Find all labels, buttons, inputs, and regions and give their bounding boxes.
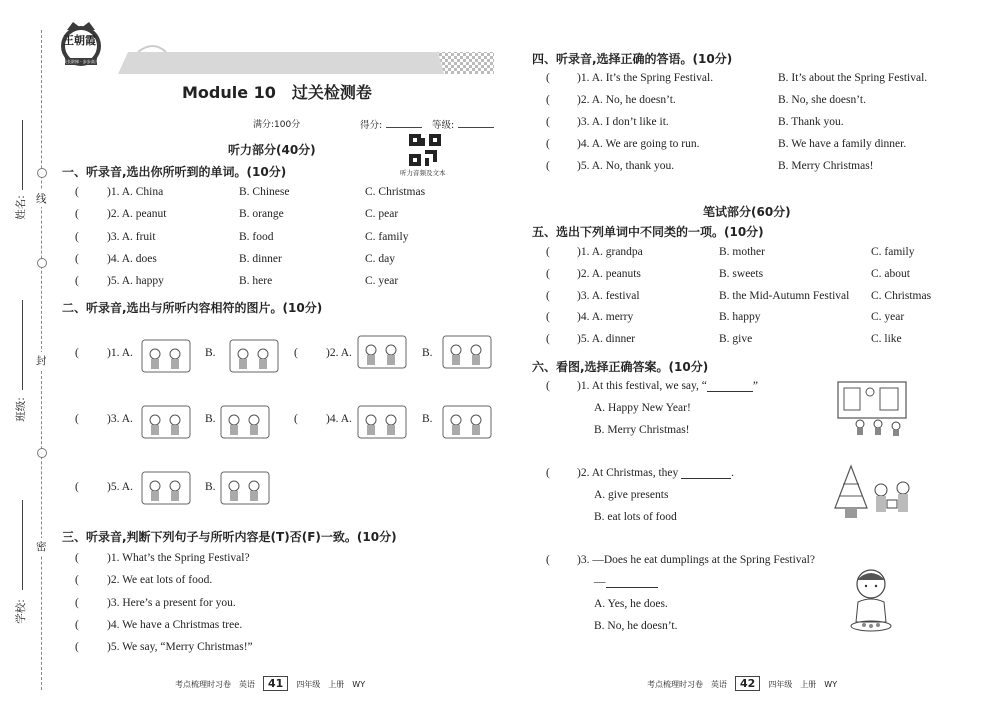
school-label: 学校: <box>14 599 27 624</box>
s5-option-b[interactable]: B. give <box>719 333 753 346</box>
s6-q2-stem: )2. At Christmas, they . <box>577 467 735 479</box>
answer-paren[interactable]: ( <box>75 481 79 493</box>
answer-paren[interactable]: ( <box>546 467 550 479</box>
full-score: 满分:100分 <box>253 120 301 130</box>
s6-q2-option-a[interactable]: A. give presents <box>594 489 669 501</box>
s4-option-a[interactable]: )2. A. No, he doesn’t. <box>577 94 676 106</box>
s1-option-a[interactable]: )5. A. happy <box>107 275 164 288</box>
s6-q3-option-a[interactable]: A. Yes, he does. <box>594 598 668 610</box>
section-4-title: 四、听录音,选择正确的答语。(10分) <box>532 52 733 66</box>
s1-option-b[interactable]: B. Chinese <box>239 186 290 198</box>
binding-mark: 线 <box>36 190 47 207</box>
listening-part-heading: 听力部分(40分) <box>228 143 316 157</box>
s6-q3-option-b[interactable]: B. No, he doesn’t. <box>594 620 678 632</box>
s2-option-picture[interactable] <box>440 400 494 444</box>
page-title: Module 10 过关检测卷 <box>182 83 372 102</box>
s6-q1-stem: )1. At this festival, we say, “ ” <box>577 380 758 392</box>
s2-option-b-label: B. <box>205 481 216 493</box>
s5-option-a[interactable]: )1. A. grandpa <box>577 246 643 258</box>
s2-option-a-label: )5. A. <box>107 481 133 493</box>
s5-option-b[interactable]: B. the Mid-Autumn Festival <box>719 289 850 302</box>
section-5-title: 五、选出下列单词中不同类的一项。(10分) <box>532 225 764 239</box>
s5-option-c[interactable]: C. family <box>871 246 915 258</box>
binding-hole-icon <box>37 448 47 458</box>
s6-q1-option-b[interactable]: B. Merry Christmas! <box>594 424 690 436</box>
written-part-heading: 笔试部分(60分) <box>703 205 791 219</box>
s5-option-c[interactable]: C. like <box>871 333 902 346</box>
title-banner <box>118 44 494 74</box>
s4-option-b[interactable]: B. Thank you. <box>778 116 844 128</box>
s3-statement: )3. Here’s a present for you. <box>107 596 236 609</box>
answer-paren[interactable]: ( <box>75 230 79 243</box>
s3-statement: )1. What’s the Spring Festival? <box>107 552 250 564</box>
s4-option-b[interactable]: B. We have a family dinner. <box>778 138 907 150</box>
s2-option-a-label: )3. A. <box>107 413 133 425</box>
answer-paren[interactable]: ( <box>546 116 550 128</box>
answer-paren[interactable]: ( <box>546 72 550 84</box>
answer-paren[interactable]: ( <box>75 641 79 654</box>
answer-paren[interactable]: ( <box>294 347 298 359</box>
answer-paren[interactable]: ( <box>75 413 79 425</box>
binding-mark: 密 <box>36 538 47 555</box>
answer-paren[interactable]: ( <box>546 138 550 150</box>
s2-option-picture[interactable] <box>139 334 193 378</box>
s5-option-c[interactable]: C. about <box>871 267 910 280</box>
answer-paren[interactable]: ( <box>75 574 79 587</box>
footer-left: 考点梳理时习卷 英语 41 四年级 上册 WY <box>175 677 366 690</box>
s4-option-a[interactable]: )5. A. No, thank you. <box>577 160 675 172</box>
name-label: 姓名: <box>14 195 27 220</box>
answer-paren[interactable]: ( <box>546 160 550 172</box>
section-6-title: 六、看图,选择正确答案。(10分) <box>532 360 709 374</box>
s6-q3-stem: )3. —Does he eat dumplings at the Spring Festival? <box>577 554 815 566</box>
qr-code-icon[interactable] <box>409 134 441 166</box>
s5-option-a[interactable]: )5. A. dinner <box>577 333 636 346</box>
s5-option-c[interactable]: C. year <box>871 311 905 324</box>
answer-paren[interactable]: ( <box>75 275 79 288</box>
answer-paren[interactable]: ( <box>546 289 550 302</box>
answer-paren[interactable]: ( <box>546 94 550 106</box>
s4-option-a[interactable]: )4. A. We are going to run. <box>577 138 700 150</box>
s3-statement: )5. We say, “Merry Christmas!” <box>107 641 253 654</box>
answer-paren[interactable]: ( <box>75 347 79 359</box>
answer-paren[interactable]: ( <box>75 618 79 631</box>
s2-option-picture[interactable] <box>139 400 193 444</box>
answer-paren[interactable]: ( <box>75 186 79 198</box>
section-3-title: 三、听录音,判断下列句子与所听内容是(T)否(F)一致。(10分) <box>62 530 397 544</box>
score-label: 得分: <box>360 120 383 131</box>
s4-option-a[interactable]: )3. A. I don’t like it. <box>577 116 669 128</box>
answer-paren[interactable]: ( <box>546 380 550 392</box>
answer-paren[interactable]: ( <box>546 267 550 280</box>
section-1-title: 一、听录音,选出你所听到的单词。(10分) <box>62 165 287 179</box>
answer-paren[interactable]: ( <box>75 252 79 265</box>
s5-option-b[interactable]: B. mother <box>719 246 765 258</box>
school-fill-line[interactable] <box>22 500 23 590</box>
answer-paren[interactable]: ( <box>75 596 79 609</box>
s1-option-b[interactable]: B. orange <box>239 208 284 221</box>
s1-option-c[interactable]: C. Christmas <box>365 186 426 198</box>
s4-option-b[interactable]: B. No, she doesn’t. <box>778 94 866 106</box>
s2-option-b-label: B. <box>422 347 433 359</box>
page-number-left: 41 <box>263 676 288 691</box>
page-number-right: 42 <box>735 676 760 691</box>
boy-eating-dumplings-image <box>846 566 896 638</box>
s2-option-picture[interactable] <box>355 330 409 374</box>
answer-paren[interactable]: ( <box>75 208 79 221</box>
s4-option-b[interactable]: B. Merry Christmas! <box>778 160 874 172</box>
qr-caption: 听力音频及文本 <box>400 169 446 177</box>
s6-q2-option-b[interactable]: B. eat lots of food <box>594 511 677 523</box>
s1-option-c[interactable]: C. family <box>365 230 409 243</box>
s1-option-c[interactable]: C. pear <box>365 208 399 221</box>
binding-hole-icon <box>37 168 47 178</box>
s3-statement: )2. We eat lots of food. <box>107 574 213 587</box>
s2-option-a-label: )1. A. <box>107 347 133 359</box>
s5-option-c[interactable]: C. Christmas <box>871 289 932 302</box>
answer-paren[interactable]: ( <box>75 552 79 564</box>
answer-paren[interactable]: ( <box>546 246 550 258</box>
s2-option-picture[interactable] <box>218 400 272 444</box>
class-fill-line[interactable] <box>22 300 23 390</box>
spring-festival-scene-image <box>834 378 910 436</box>
s1-option-b[interactable]: B. dinner <box>239 252 282 265</box>
s2-option-b-label: B. <box>205 413 216 425</box>
s5-option-a[interactable]: )2. A. peanuts <box>577 267 641 280</box>
s6-q1-option-a[interactable]: A. Happy New Year! <box>594 402 691 414</box>
s1-option-a[interactable]: )3. A. fruit <box>107 230 156 243</box>
score-field[interactable] <box>386 127 422 128</box>
answer-paren[interactable]: ( <box>546 311 550 324</box>
christmas-presents-image <box>829 464 917 524</box>
binding-mark: 封 <box>36 352 47 369</box>
s2-option-picture[interactable] <box>440 330 494 374</box>
footer-right: 考点梳理时习卷 英语 42 四年级 上册 WY <box>647 677 838 690</box>
logo-tagline: 成长阶梯 · 步步高升 <box>63 59 99 64</box>
s4-option-b[interactable]: B. It’s about the Spring Festival. <box>778 72 928 84</box>
s2-option-a-label: )4. A. <box>326 413 352 425</box>
s4-option-a[interactable]: )1. A. It’s the Spring Festival. <box>577 72 714 84</box>
binding-hole-icon <box>37 258 47 268</box>
s2-option-picture[interactable] <box>355 400 409 444</box>
s2-option-picture[interactable] <box>227 334 281 378</box>
s5-option-a[interactable]: )3. A. festival <box>577 289 640 302</box>
s1-option-c[interactable]: C. day <box>365 252 396 265</box>
grade-field[interactable] <box>458 127 494 128</box>
s1-option-c[interactable]: C. year <box>365 275 399 288</box>
s1-option-a[interactable]: )2. A. peanut <box>107 208 167 221</box>
name-fill-line[interactable] <box>22 120 23 190</box>
grade-label: 等级: <box>432 120 455 131</box>
s1-option-a[interactable]: )1. A. China <box>107 186 164 198</box>
section-2-title: 二、听录音,选出与所听内容相符的图片。(10分) <box>62 301 323 315</box>
s6-q3-dash: — <box>594 576 658 588</box>
answer-paren[interactable]: ( <box>546 554 550 566</box>
answer-paren[interactable]: ( <box>546 333 550 346</box>
s5-option-b[interactable]: B. sweets <box>719 267 764 280</box>
s2-option-a-label: )2. A. <box>326 347 352 359</box>
s2-option-picture[interactable] <box>218 466 272 510</box>
s2-option-b-label: B. <box>422 413 433 425</box>
logo-text: 王朝霞 <box>63 34 96 47</box>
answer-paren[interactable]: ( <box>294 413 298 425</box>
s5-option-b[interactable]: B. happy <box>719 311 761 324</box>
s5-option-a[interactable]: )4. A. merry <box>577 311 634 324</box>
s1-option-b[interactable]: B. here <box>239 275 273 288</box>
s1-option-a[interactable]: )4. A. does <box>107 252 157 265</box>
s3-statement: )4. We have a Christmas tree. <box>107 618 243 631</box>
s1-option-b[interactable]: B. food <box>239 230 274 243</box>
s2-option-picture[interactable] <box>139 466 193 510</box>
s2-option-b-label: B. <box>205 347 216 359</box>
class-label: 班级: <box>14 397 27 422</box>
